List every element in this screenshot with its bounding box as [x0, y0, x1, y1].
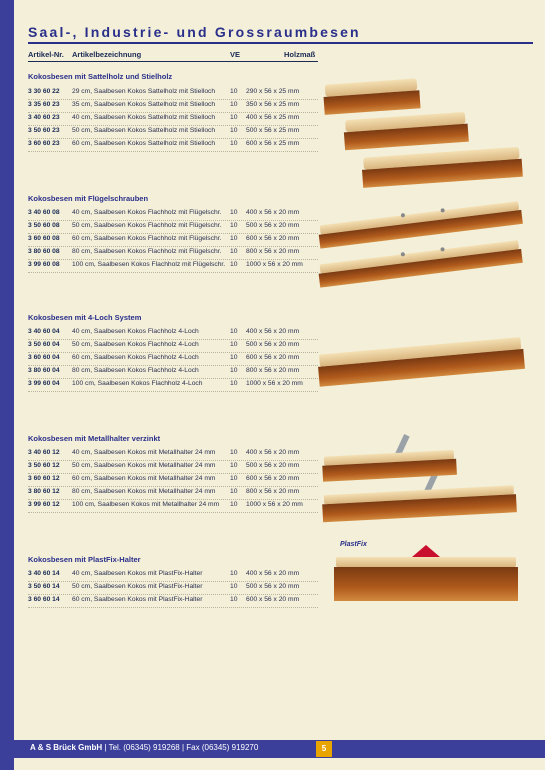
item-description: 50 cm, Saalbesen Kokos mit Metallhalter 24 mm: [72, 462, 216, 469]
packing-unit: 10: [230, 583, 238, 590]
packing-unit: 10: [230, 209, 238, 216]
wood-size: 800 x 56 x 20 mm: [246, 248, 300, 255]
table-row: [28, 207, 318, 221]
item-description: 40 cm, Saalbesen Kokos mit Metallhalter 24 mm: [72, 449, 216, 456]
article-number: 3 60 60 12: [28, 475, 60, 482]
section-title: Kokosbesen mit 4-Loch System: [28, 313, 142, 322]
article-number: 3 50 60 23: [28, 127, 60, 134]
wood-size: 400 x 56 x 20 mm: [246, 328, 300, 335]
packing-unit: 10: [230, 127, 238, 134]
item-description: 29 cm, Saalbesen Kokos Sattelholz mit Stielloch: [72, 88, 216, 95]
company-name: A & S Brück GmbH: [30, 743, 103, 752]
page-title: Saal-, Industrie- und Grossraumbesen: [28, 24, 361, 40]
packing-unit: 10: [230, 367, 238, 374]
plastfix-logo: PlastFix: [340, 541, 367, 548]
article-number: 3 99 60 04: [28, 380, 60, 387]
wood-size: 500 x 56 x 25 mm: [246, 127, 300, 134]
article-number: 3 50 60 14: [28, 583, 60, 590]
article-number: 3 40 60 08: [28, 209, 60, 216]
packing-unit: 10: [230, 380, 238, 387]
article-number: 3 35 60 23: [28, 101, 60, 108]
wood-size: 290 x 56 x 25 mm: [246, 88, 300, 95]
article-number: 3 80 60 08: [28, 248, 60, 255]
footer-contact: [30, 743, 258, 752]
article-number: 3 40 60 04: [28, 328, 60, 335]
table-row: [28, 581, 318, 595]
phone-number: Tel. (06345) 919268: [108, 743, 180, 752]
wood-size: 350 x 56 x 25 mm: [246, 101, 300, 108]
packing-unit: 10: [230, 235, 238, 242]
table-row: [28, 365, 318, 379]
article-number: 3 40 60 14: [28, 570, 60, 577]
table-row: [28, 447, 318, 461]
table-row: [28, 352, 318, 366]
packing-unit: 10: [230, 354, 238, 361]
wood-size: 600 x 56 x 20 mm: [246, 596, 300, 603]
packing-unit: 10: [230, 570, 238, 577]
item-description: 40 cm, Saalbesen Kokos Sattelholz mit Stielloch: [72, 114, 216, 121]
article-number: 3 30 60 22: [28, 88, 60, 95]
wood-size: 600 x 56 x 20 mm: [246, 235, 300, 242]
wood-size: 1000 x 56 x 20 mm: [246, 501, 303, 508]
section-title: Kokosbesen mit Metallhalter verzinkt: [28, 434, 161, 443]
article-number: 3 50 60 08: [28, 222, 60, 229]
item-description: 40 cm, Saalbesen Kokos mit PlastFix-Halter: [72, 570, 203, 577]
wood-size: 1000 x 56 x 20 mm: [246, 380, 303, 387]
article-number: 3 80 60 12: [28, 488, 60, 495]
packing-unit: 10: [230, 140, 238, 147]
item-description: 50 cm, Saalbesen Kokos Flachholz 4-Loch: [72, 341, 199, 348]
table-row: [28, 259, 318, 273]
wood-size: 500 x 56 x 20 mm: [246, 462, 300, 469]
table-row: [28, 112, 318, 126]
item-description: 50 cm, Saalbesen Kokos Flachholz mit Flügelschr.: [72, 222, 222, 229]
wood-size: 500 x 56 x 20 mm: [246, 222, 300, 229]
packing-unit: 10: [230, 488, 238, 495]
table-row: [28, 460, 318, 474]
wood-size: 400 x 56 x 25 mm: [246, 114, 300, 121]
wood-size: 1000 x 56 x 20 mm: [246, 261, 303, 268]
section-title: Kokosbesen mit Sattelholz und Stielholz: [28, 72, 173, 81]
article-number: 3 50 60 12: [28, 462, 60, 469]
table-row: [28, 220, 318, 234]
table-row: [28, 233, 318, 247]
article-number: 3 99 60 12: [28, 501, 60, 508]
packing-unit: 10: [230, 101, 238, 108]
packing-unit: 10: [230, 462, 238, 469]
packing-unit: 10: [230, 222, 238, 229]
header-article-no: Artikel-Nr.: [28, 50, 64, 59]
section-title: Kokosbesen mit PlastFix-Halter: [28, 555, 141, 564]
table-row: [28, 86, 318, 100]
packing-unit: 10: [230, 114, 238, 121]
header-description: Artikelbezeichnung: [72, 50, 142, 59]
article-number: 3 60 60 14: [28, 596, 60, 603]
wood-size: 400 x 56 x 20 mm: [246, 570, 300, 577]
header-rule: [28, 61, 318, 62]
wood-size: 400 x 56 x 20 mm: [246, 449, 300, 456]
packing-unit: 10: [230, 501, 238, 508]
item-description: 60 cm, Saalbesen Kokos Sattelholz mit Stielloch: [72, 140, 216, 147]
article-number: 3 60 60 23: [28, 140, 60, 147]
packing-unit: 10: [230, 248, 238, 255]
item-description: 60 cm, Saalbesen Kokos Flachholz 4-Loch: [72, 354, 199, 361]
item-description: 60 cm, Saalbesen Kokos mit PlastFix-Halter: [72, 596, 203, 603]
article-number: 3 50 60 04: [28, 341, 60, 348]
table-row: [28, 568, 318, 582]
article-number: 3 99 60 08: [28, 261, 60, 268]
wood-size: 600 x 56 x 20 mm: [246, 475, 300, 482]
table-row: [28, 326, 318, 340]
article-number: 3 60 60 04: [28, 354, 60, 361]
metal-holder-brush-image: [314, 428, 528, 526]
fax-number: Fax (06345) 919270: [186, 743, 259, 752]
packing-unit: 10: [230, 475, 238, 482]
article-number: 3 40 60 23: [28, 114, 60, 121]
sidebar-band: [0, 0, 14, 770]
wood-size: 500 x 56 x 20 mm: [246, 583, 300, 590]
item-description: 100 cm, Saalbesen Kokos Flachholz 4-Loch: [72, 380, 203, 387]
table-row: [28, 594, 318, 608]
item-description: 60 cm, Saalbesen Kokos mit Metallhalter 24 mm: [72, 475, 216, 482]
table-row: [28, 499, 318, 513]
wood-size: 800 x 56 x 20 mm: [246, 367, 300, 374]
item-description: 50 cm, Saalbesen Kokos mit PlastFix-Halter: [72, 583, 203, 590]
wing-screw-brush-image: [314, 198, 528, 290]
table-row: [28, 339, 318, 353]
packing-unit: 10: [230, 261, 238, 268]
wood-size: 400 x 56 x 20 mm: [246, 209, 300, 216]
table-row: [28, 99, 318, 113]
packing-unit: 10: [230, 596, 238, 603]
title-rule: [28, 42, 533, 44]
packing-unit: 10: [230, 88, 238, 95]
item-description: 80 cm, Saalbesen Kokos mit Metallhalter 24 mm: [72, 488, 216, 495]
item-description: 100 cm, Saalbesen Kokos Flachholz mit Flügelschr.: [72, 261, 226, 268]
table-row: [28, 486, 318, 500]
header-wood-size: Holzmaß: [284, 50, 316, 59]
packing-unit: 10: [230, 341, 238, 348]
page-number: 5: [316, 741, 332, 757]
four-hole-brush-image: [314, 334, 528, 394]
footer-separator: |: [181, 743, 187, 752]
footer-separator: |: [104, 743, 109, 752]
article-number: 3 80 60 04: [28, 367, 60, 374]
item-description: 35 cm, Saalbesen Kokos Sattelholz mit Stielloch: [72, 101, 216, 108]
item-description: 100 cm, Saalbesen Kokos mit Metallhalter 24 mm: [72, 501, 220, 508]
article-number: 3 40 60 12: [28, 449, 60, 456]
wood-size: 500 x 56 x 20 mm: [246, 341, 300, 348]
table-row: [28, 378, 318, 392]
table-row: [28, 246, 318, 260]
table-row: [28, 473, 318, 487]
packing-unit: 10: [230, 449, 238, 456]
packing-unit: 10: [230, 328, 238, 335]
header-ve: VE: [230, 50, 241, 59]
wood-size: 800 x 56 x 20 mm: [246, 488, 300, 495]
table-row: [28, 125, 318, 139]
item-description: 80 cm, Saalbesen Kokos Flachholz mit Flügelschr.: [72, 248, 222, 255]
item-description: 40 cm, Saalbesen Kokos Flachholz 4-Loch: [72, 328, 199, 335]
item-description: 50 cm, Saalbesen Kokos Sattelholz mit Stielloch: [72, 127, 216, 134]
saddle-brush-image: [316, 72, 528, 194]
article-number: 3 60 60 08: [28, 235, 60, 242]
table-row: [28, 138, 318, 152]
wood-size: 600 x 56 x 20 mm: [246, 354, 300, 361]
item-description: 60 cm, Saalbesen Kokos Flachholz mit Flügelschr.: [72, 235, 222, 242]
item-description: 40 cm, Saalbesen Kokos Flachholz mit Flügelschr.: [72, 209, 222, 216]
section-title: Kokosbesen mit Flügelschrauben: [28, 194, 149, 203]
item-description: 80 cm, Saalbesen Kokos Flachholz 4-Loch: [72, 367, 199, 374]
wood-size: 600 x 56 x 25 mm: [246, 140, 300, 147]
